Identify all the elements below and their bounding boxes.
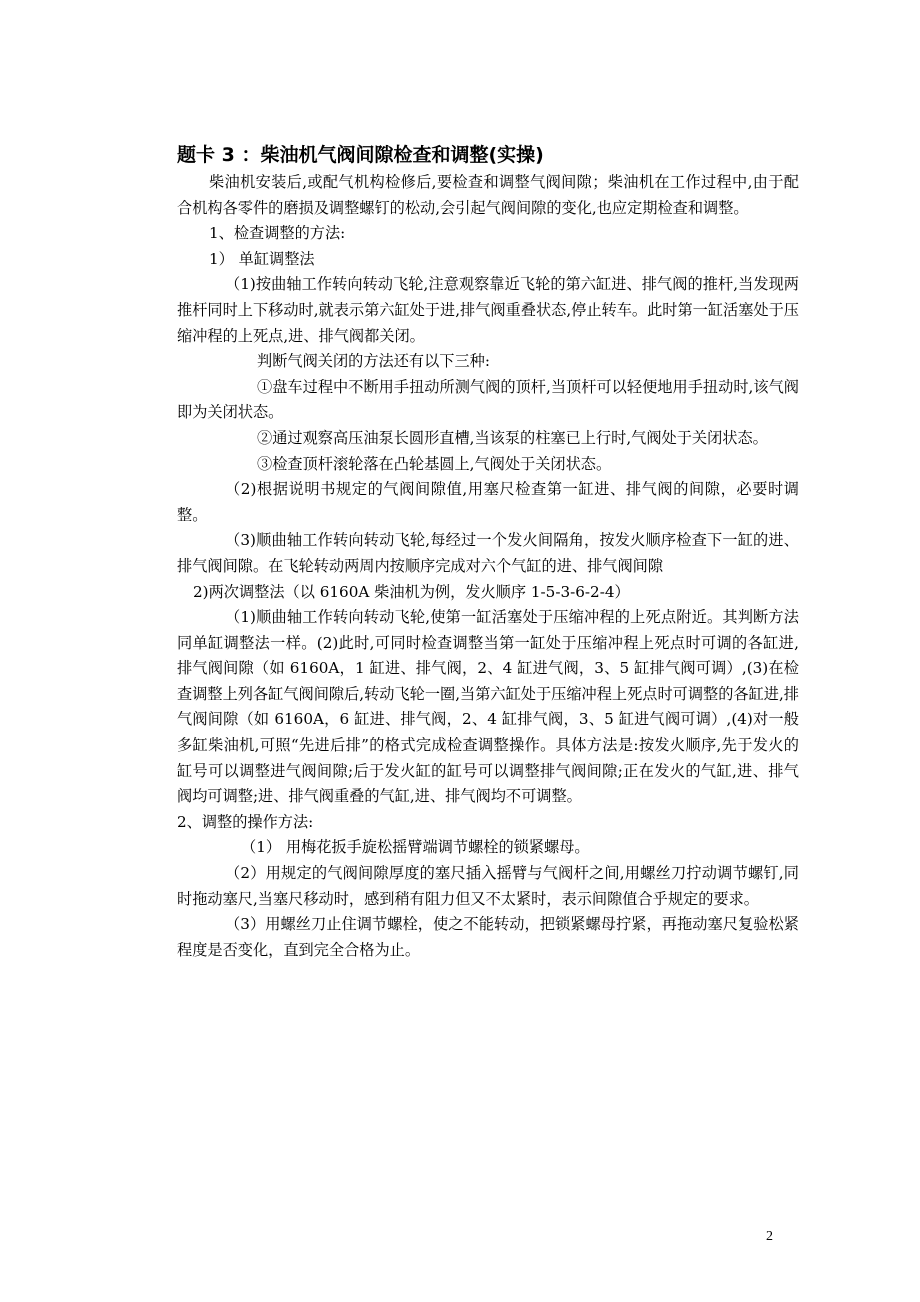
step-2-paragraph: （2)根据说明书规定的气阀间隙值,用塞尺检查第一缸进、排气阀的间隙，必要时调整。 — [177, 480, 799, 524]
document-body — [177, 140, 799, 963]
method-1: ①盘车过程中不断用手扭动所测气阀的顶杆,当顶杆可以轻便地用手扭动时,该气阀即为关闭状态。 — [177, 377, 799, 422]
step-3-paragraph: （3)顺曲轴工作转向转动飞轮,每经过一个发火间隔角，按发火顺序检查下一缸的进、排气阀间隙。在飞轮转动两周内按顺序完成对六个气缸的进、排气阀间隙 — [177, 531, 799, 575]
page-title: 题卡 3 ：柴油机气阀间隙检查和调整(实操) — [177, 144, 544, 166]
step-1-paragraph: （1)按曲轴工作转向转动飞轮,注意观察靠近飞轮的第六缸进、排气阀的推杆,当发现两推杆同时上下移动时,就表示第六缸处于进,排气阀重叠状态,停止转车。此时第一缸活塞处于压缩冲程的上死点,进、排气阀都关闭。 — [177, 275, 799, 345]
section-heading-1: 1、检查调整的方法: — [209, 224, 346, 243]
page-number: 2 — [766, 1229, 773, 1244]
operation-step-3: （3）用螺丝刀止住调节螺栓，使之不能转动，把锁紧螺母拧紧，再拖动塞尺复验松紧程度是否变化，直到完全合格为止。 — [177, 915, 799, 959]
section-heading-2: 2、调整的操作方法: — [177, 812, 314, 831]
operation-step-1: （1） 用梅花扳手旋松摇臂端调节螺栓的锁紧螺母。 — [241, 838, 590, 857]
method-3: ③检查顶杆滚轮落在凸轮基圆上,气阀处于关闭状态。 — [257, 454, 612, 473]
method-2: ②通过观察高压油泵长圆形直槽,当该泵的柱塞已上行时,气阀处于关闭状态。 — [257, 428, 768, 447]
intro-paragraph: 柴油机安装后,或配气机构检修后,要检查和调整气阀间隙；柴油机在工作过程中,由于配合机构各零件的磨损及调整螺钉的松动,会引起气阀间隙的变化,也应定期检查和调整。 — [177, 173, 799, 217]
operation-step-2: （2）用规定的气阀间隙厚度的塞尺插入摇臂与气阀杆之间,用螺丝刀拧动调节螺钉,同时拖动塞尺,当塞尺移动时，感到稍有阻力但又不太紧时，表示间隙值合乎规定的要求。 — [177, 864, 799, 908]
subsection-heading-two-pass: 2)两次调整法（以 6160A 柴油机为例，发火顺序 1-5-3-6-2-4） — [193, 582, 630, 601]
subsection-heading-single-cylinder: 1） 单缸调整法 — [209, 249, 315, 268]
methods-intro: 判断气阀关闭的方法还有以下三种: — [257, 352, 490, 371]
two-pass-paragraph: （1)顺曲轴工作转向转动飞轮,使第一缸活塞处于压缩冲程的上死点附近。其判断方法同单缸调整法一样。(2)此时,可同时检查调整当第一缸处于压缩冲程上死点时可调的各缸进,排气阀间隙（如 6160A，1 缸进、排气阀，2、4 缸进气阀，3、5 缸排气阀可调）,(3)在检查调整上列各缸气阀间隙后,转动飞轮一圈,当第六缸处于压缩冲程上死点时可调整的各缸进,排气阀间隙（如 6160A，6 缸进、排气阀，2、4 缸排气阀，3、5 缸进气阀可调）,(4)对一般多缸柴油机,可照“先进后排”的格式完成检查调整操作。具体方法是:按发火顺序,先于发火的缸号可以调整进气阀间隙;后于发火缸的缸号可以调整排气阀间隙;正在发火的气缸,进、排气阀均可调整;进、排气阀重叠的气缸,进、排气阀均不可调整。 — [177, 608, 799, 806]
